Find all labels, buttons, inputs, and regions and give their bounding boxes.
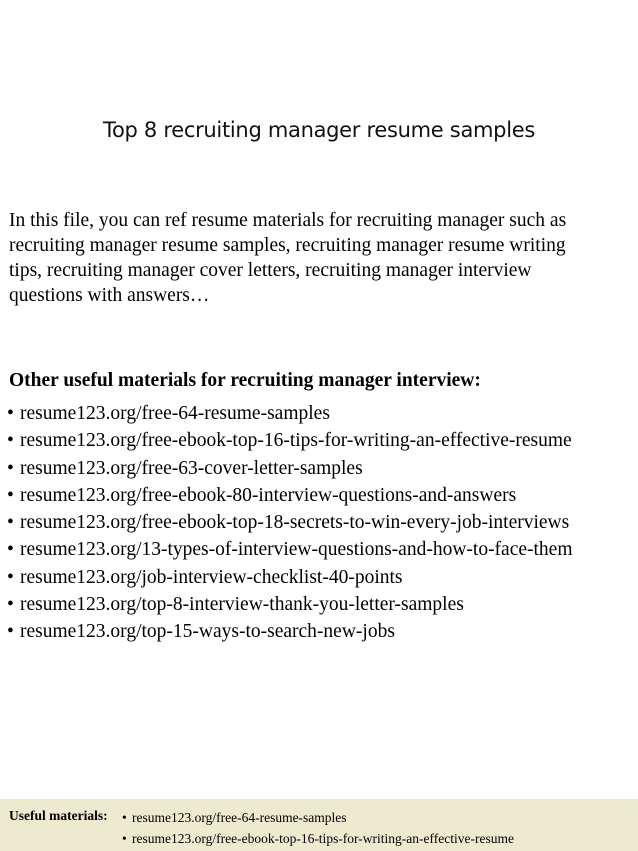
list-item — [7, 618, 573, 645]
list-item — [7, 509, 573, 536]
footer-link[interactable]: resume123.org/free-ebook-top-16-tips-for-writing-an-effective-resume — [132, 830, 514, 846]
bullet-icon: • — [122, 810, 127, 825]
list-item — [7, 564, 573, 591]
resource-link[interactable]: resume123.org/13-types-of-interview-questions-and-how-to-face-them — [20, 539, 573, 561]
bullet-icon: • — [7, 512, 14, 534]
bullet-icon: • — [7, 566, 14, 588]
resource-link[interactable]: resume123.org/top-8-interview-thank-you-letter-samples — [20, 594, 464, 616]
list-item — [122, 829, 514, 850]
resource-link[interactable]: resume123.org/job-interview-checklist-40-points — [20, 566, 403, 588]
list-item — [7, 536, 573, 563]
list-item — [7, 591, 573, 618]
footer-label-colon: : — [103, 808, 108, 823]
bullet-icon: • — [7, 430, 14, 452]
bullet-icon: • — [7, 539, 14, 561]
materials-link-list — [7, 400, 573, 646]
bullet-icon: • — [7, 484, 14, 506]
footer-bar — [0, 799, 638, 851]
footer-link-list — [122, 808, 514, 849]
resource-link[interactable]: resume123.org/top-15-ways-to-search-new-jobs — [20, 621, 395, 643]
bullet-icon: • — [122, 830, 127, 846]
footer-label-text: Useful materials — [9, 808, 104, 823]
footer-link[interactable]: resume123.org/free-64-resume-samples — [132, 810, 347, 825]
resource-link[interactable]: resume123.org/free-ebook-top-16-tips-for-writing-an-effective-resume — [20, 430, 572, 452]
bullet-icon: • — [7, 457, 14, 479]
list-item — [7, 427, 573, 454]
resource-link[interactable]: resume123.org/free-63-cover-letter-samples — [20, 457, 363, 479]
list-item — [7, 455, 573, 482]
bullet-icon: • — [7, 621, 14, 643]
list-item — [7, 400, 573, 427]
intro-paragraph: In this file, you can ref resume materials for recruiting manager such as recruiting manager resume samples, recruiting manager resume writing tips, recruiting manager cover letters, recruiting manager interview questions with answers… — [9, 210, 567, 306]
materials-heading: Other useful materials for recruiting manager interview: — [9, 370, 481, 391]
footer-label — [9, 808, 108, 824]
resource-link[interactable]: resume123.org/free-ebook-80-interview-questions-and-answers — [20, 484, 517, 506]
bullet-icon: • — [7, 403, 14, 424]
resource-link[interactable]: resume123.org/free-ebook-top-18-secrets-to-win-every-job-interviews — [20, 512, 570, 534]
list-item — [122, 808, 514, 829]
list-item — [7, 482, 573, 509]
resource-link[interactable]: resume123.org/free-64-resume-samples — [20, 403, 330, 424]
bullet-icon: • — [7, 594, 14, 616]
document-title: Top 8 recruiting manager resume samples — [103, 118, 535, 142]
